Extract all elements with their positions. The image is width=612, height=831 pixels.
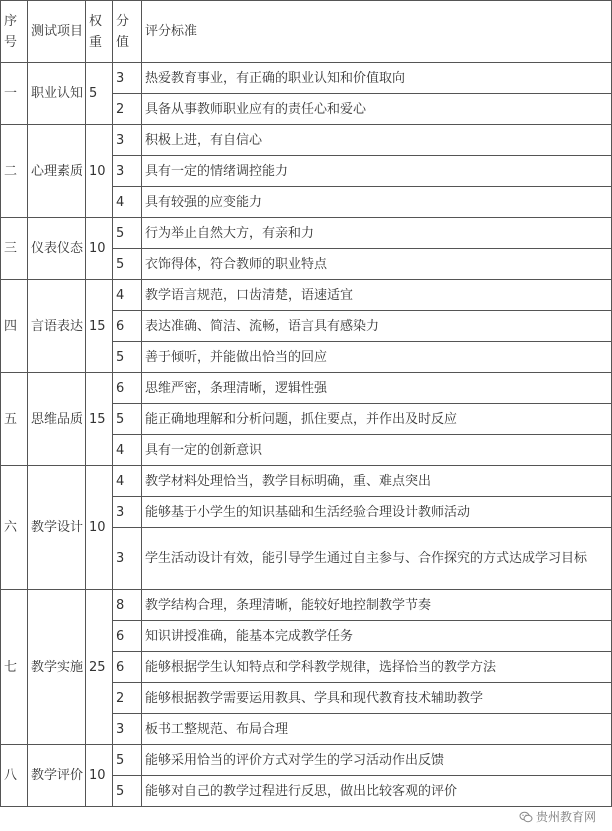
item-score: 6	[113, 621, 142, 652]
item-criteria: 行为举止自然大方，有亲和力	[142, 218, 612, 249]
section-name: 言语表达	[28, 280, 86, 373]
item-criteria: 表达准确、简洁、流畅，语言具有感染力	[142, 311, 612, 342]
item-criteria: 能够对自己的教学过程进行反思，做出比较客观的评价	[142, 776, 612, 807]
section-weight: 10	[86, 218, 113, 280]
section-name: 思维品质	[28, 373, 86, 466]
header-num: 序号	[1, 1, 28, 63]
section-num: 三	[1, 218, 28, 280]
item-criteria: 热爱教育事业，有正确的职业认知和价值取向	[142, 63, 612, 94]
item-criteria: 教学材料处理恰当，教学目标明确，重、难点突出	[142, 466, 612, 497]
section-num: 八	[1, 745, 28, 807]
item-score: 3	[113, 528, 142, 590]
section-weight: 15	[86, 280, 113, 373]
section-weight: 10	[86, 745, 113, 807]
item-score: 5	[113, 404, 142, 435]
watermark-text: 贵州教育网	[535, 810, 596, 824]
section-weight: 25	[86, 590, 113, 745]
item-score: 4	[113, 280, 142, 311]
item-score: 5	[113, 776, 142, 807]
header-name: 测试项目	[28, 1, 86, 63]
section-num: 七	[1, 590, 28, 745]
item-score: 5	[113, 342, 142, 373]
header-weight: 权重	[86, 1, 113, 63]
item-criteria: 能够根据学生认知特点和学科教学规律，选择恰当的教学方法	[142, 652, 612, 683]
item-score: 6	[113, 311, 142, 342]
watermark	[519, 808, 596, 825]
item-score: 3	[113, 156, 142, 187]
item-criteria: 具备从事教师职业应有的责任心和爱心	[142, 94, 612, 125]
item-score: 2	[113, 683, 142, 714]
item-score: 3	[113, 497, 142, 528]
table-row	[1, 125, 612, 156]
section-num: 二	[1, 125, 28, 218]
table-row	[1, 466, 612, 497]
table-row	[1, 745, 612, 776]
item-score: 5	[113, 249, 142, 280]
item-criteria: 教学结构合理，条理清晰，能较好地控制教学节奏	[142, 590, 612, 621]
section-num: 一	[1, 63, 28, 125]
item-criteria: 知识讲授准确，能基本完成教学任务	[142, 621, 612, 652]
table-row	[1, 218, 612, 249]
item-criteria: 能够采用恰当的评价方式对学生的学习活动作出反馈	[142, 745, 612, 776]
item-score: 5	[113, 745, 142, 776]
item-criteria: 衣饰得体，符合教师的职业特点	[142, 249, 612, 280]
item-criteria: 具有较强的应变能力	[142, 187, 612, 218]
item-criteria: 教学语言规范，口齿清楚，语速适宜	[142, 280, 612, 311]
item-score: 3	[113, 63, 142, 94]
table-body	[1, 63, 612, 807]
section-weight: 10	[86, 466, 113, 590]
item-criteria: 具有一定的情绪调控能力	[142, 156, 612, 187]
item-criteria: 能够基于小学生的知识基础和生活经验合理设计教师活动	[142, 497, 612, 528]
item-score: 6	[113, 652, 142, 683]
item-score: 2	[113, 94, 142, 125]
item-criteria: 积极上进，有自信心	[142, 125, 612, 156]
section-name: 仪表仪态	[28, 218, 86, 280]
section-num: 五	[1, 373, 28, 466]
wechat-icon	[519, 810, 533, 824]
item-criteria: 善于倾听，并能做出恰当的回应	[142, 342, 612, 373]
section-name: 心理素质	[28, 125, 86, 218]
item-score: 3	[113, 125, 142, 156]
table-row	[1, 63, 612, 94]
item-score: 3	[113, 714, 142, 745]
item-score: 8	[113, 590, 142, 621]
item-score: 4	[113, 187, 142, 218]
item-score: 6	[113, 373, 142, 404]
section-name: 教学评价	[28, 745, 86, 807]
section-weight: 5	[86, 63, 113, 125]
item-score: 4	[113, 435, 142, 466]
section-weight: 15	[86, 373, 113, 466]
section-name: 教学实施	[28, 590, 86, 745]
item-criteria: 思维严密，条理清晰，逻辑性强	[142, 373, 612, 404]
section-num: 四	[1, 280, 28, 373]
section-name: 职业认知	[28, 63, 86, 125]
header-row	[1, 1, 612, 63]
item-criteria: 板书工整规范、布局合理	[142, 714, 612, 745]
item-criteria: 学生活动设计有效，能引导学生通过自主参与、合作探究的方式达成学习目标	[142, 528, 612, 590]
item-score: 4	[113, 466, 142, 497]
header-criteria: 评分标准	[142, 1, 612, 63]
section-weight: 10	[86, 125, 113, 218]
section-name: 教学设计	[28, 466, 86, 590]
header-score: 分值	[113, 1, 142, 63]
item-criteria: 能够根据教学需要运用教具、学具和现代教育技术辅助教学	[142, 683, 612, 714]
table-row	[1, 280, 612, 311]
table-row	[1, 373, 612, 404]
item-criteria: 具有一定的创新意识	[142, 435, 612, 466]
item-score: 5	[113, 218, 142, 249]
section-num: 六	[1, 466, 28, 590]
table-row	[1, 590, 612, 621]
item-criteria: 能正确地理解和分析问题，抓住要点，并作出及时反应	[142, 404, 612, 435]
